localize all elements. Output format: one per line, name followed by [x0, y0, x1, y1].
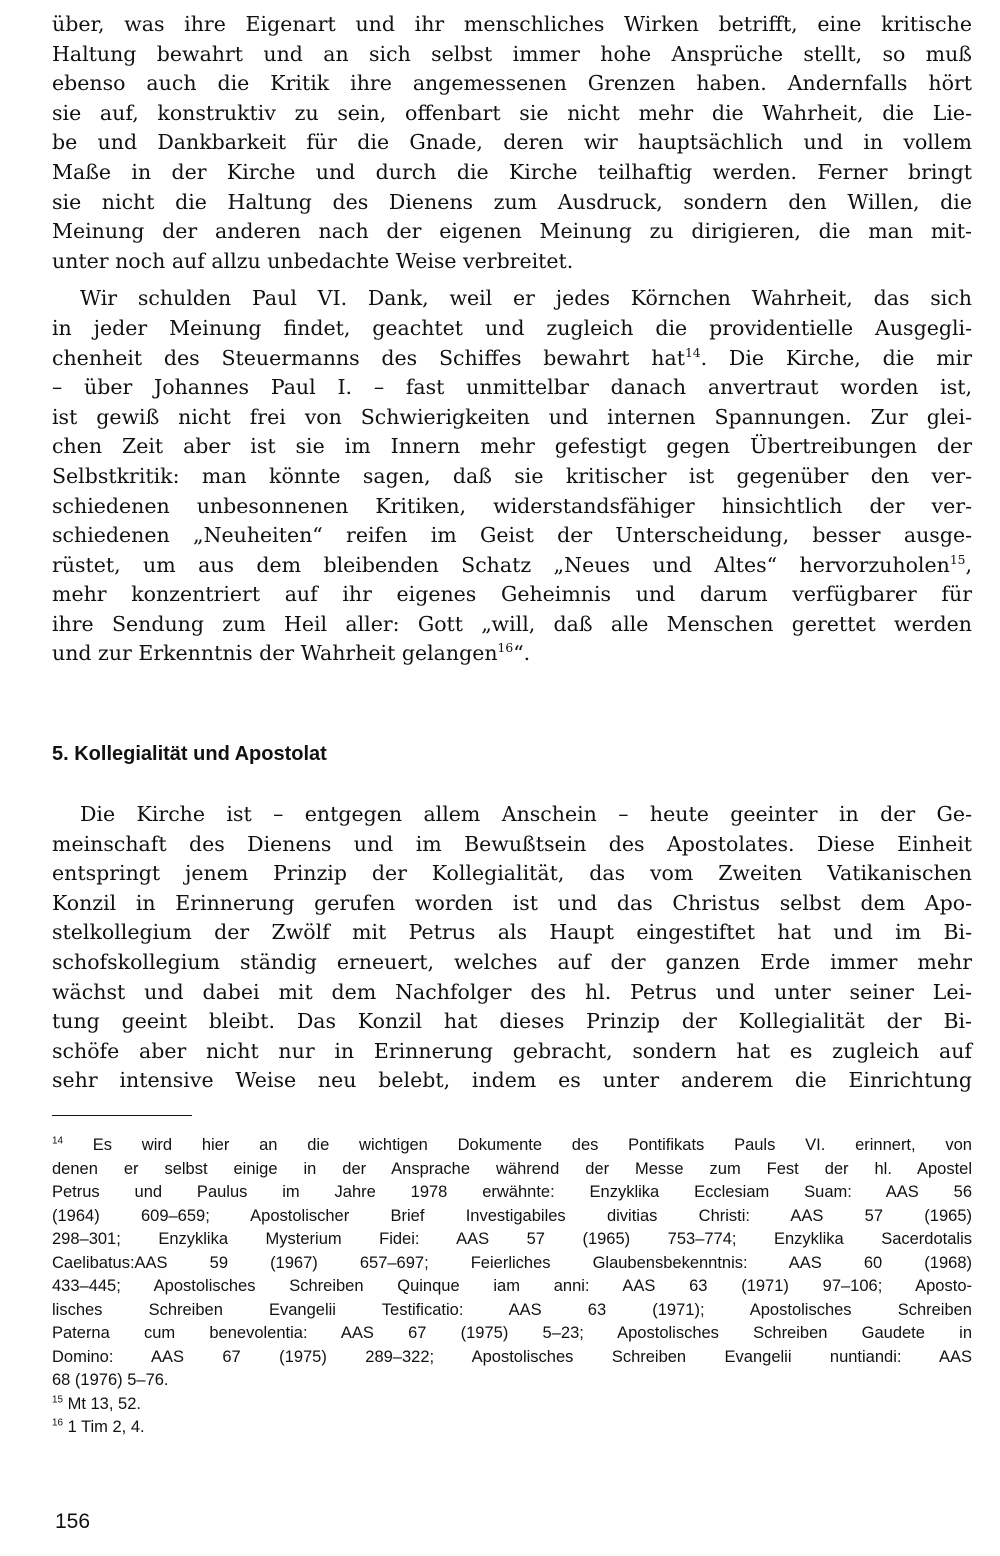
paragraph-1 [52, 10, 972, 276]
page-content [52, 10, 972, 1436]
text-line: tung geeint bleibt. Das Konzil hat dieses Prinzip der Kollegialität der Bi- [52, 1009, 972, 1034]
text-line: Haltung bewahrt und an sich selbst immer hohe Ansprüche stellt, so muß [52, 41, 972, 66]
footnotes [52, 1134, 972, 1440]
text-fragment: chenheit des Steuermanns des Schiffes bewahrt hat [52, 345, 685, 370]
footnote-line [52, 1134, 972, 1158]
text-line: entspringt jenem Prinzip der Kollegialität, das vom Zweiten Vatikanischen [52, 861, 972, 886]
text-line: sie nicht die Haltung des Dienens zum Ausdruck, sondern den Willen, die [52, 189, 972, 214]
text-line: mehr konzentriert auf ihr eigenes Geheimnis und darum verfügbarer für [52, 582, 972, 607]
footnote-line: 298–301; Enzyklika Mysterium Fidei: AAS 57 (1965) 753–774; Enzyklika Sacerdotalis [52, 1230, 972, 1248]
footnote-line: Paterna cum benevolentia: AAS 67 (1975) 5–23; Apostolisches Schreiben Gaudete in [52, 1324, 972, 1342]
text-line: schiedenen „Neuheiten“ reifen im Geist der Unterscheidung, besser ausge- [52, 523, 972, 548]
footnote-marker: 14 [52, 1135, 63, 1147]
footnote-marker: 16 [52, 1417, 63, 1429]
text-line: über, was ihre Eigenart und ihr menschliches Wirken betrifft, eine kritische [52, 12, 972, 36]
page-number: 156 [55, 1510, 91, 1533]
text-line [52, 639, 972, 669]
text-line: ist gewiß nicht frei von Schwierigkeiten und internen Spannungen. Zur glei- [52, 404, 972, 429]
text-line: Konzil in Erinnerung gerufen worden ist und das Christus selbst dem Apo- [52, 890, 972, 915]
text-line: wächst und dabei mit dem Nachfolger des hl. Petrus und unter seiner Lei- [52, 979, 972, 1004]
text-fragment: Mt 13, 52. [67, 1394, 141, 1413]
text-line: schofskollegium ständig erneuert, welches auf der ganzen Erde immer mehr [52, 949, 972, 974]
footnote-line: (1964) 609–659; Apostolischer Brief Investigabiles divitias Christi: AAS 57 (1965) [52, 1206, 972, 1225]
text-line: schöfe aber nicht nur in Erinnerung gebracht, sondern hat es zugleich auf [52, 1038, 972, 1063]
text-fragment: und zur Erkenntnis der Wahrheit gelangen [52, 641, 498, 666]
text-line: be und Dankbarkeit für die Gnade, deren wir hauptsächlich und in vollem [52, 130, 972, 155]
text-line [52, 344, 972, 374]
footnote-line: Domino: AAS 67 (1975) 289–322; Apostolisches Schreiben Evangelii nuntiandi: AAS [52, 1347, 972, 1366]
footnote-ref-14[interactable]: 14 [684, 345, 701, 360]
section-2 [52, 800, 972, 1096]
footnote-line: denen er selbst einige in der Ansprache während der Messe zum Fest der hl. Apostel [52, 1159, 972, 1178]
footnote-14 [52, 1134, 972, 1393]
footnote-15 [52, 1393, 972, 1417]
paragraph-2 [52, 284, 972, 669]
footnote-ref-16[interactable]: 16 [497, 641, 514, 656]
text-fragment: “. [513, 641, 531, 666]
text-fragment: rüstet, um aus dem bleibenden Schatz „Neues und Altes“ hervorzuholen [52, 552, 950, 577]
footnote-line: 68 (1976) 5–76. [52, 1371, 169, 1389]
text-line: stelkollegium der Zwölf mit Petrus als Haupt eingestiftet hat und im Bi- [52, 920, 972, 945]
footnote-line: Petrus und Paulus im Jahre 1978 erwähnte: Enzyklika Ecclesiam Suam: AAS 56 [52, 1183, 972, 1201]
footnote-line [52, 1393, 972, 1417]
footnote-marker: 15 [52, 1394, 63, 1405]
text-line: schiedenen unbesonnenen Kritiken, widerstandsfähiger hinsichtlich der ver- [52, 493, 972, 518]
text-fragment: , [965, 552, 972, 577]
footnote-line: Caelibatus:AAS 59 (1967) 657–697; Feierliches Glaubensbekenntnis: AAS 60 (1968) [52, 1253, 972, 1272]
footnote-ref-15[interactable]: 15 [949, 552, 966, 567]
paragraph-3 [52, 800, 972, 1096]
text-line: ebenso auch die Kritik ihre angemessenen Grenzen haben. Andernfalls hört [52, 71, 972, 96]
text-line: Maße in der Kirche und durch die Kirche teilhaftig werden. Ferner bringt [52, 159, 972, 184]
text-line: in jeder Meinung findet, geachtet und zugleich die providentielle Ausgegli- [52, 315, 972, 340]
text-line: sehr intensive Weise neu belebt, indem es unter anderem die Einrichtung [52, 1068, 972, 1093]
text-line: Selbstkritik: man könnte sagen, daß sie kritischer ist gegenüber den ver- [52, 463, 972, 488]
text-line: meinschaft des Dienens und im Bewußtsein des Apostolates. Diese Einheit [52, 831, 972, 856]
text-line: unter noch auf allzu unbedachte Weise verbreitet. [52, 248, 574, 273]
footnote-line: 433–445; Apostolisches Schreiben Quinque iam anni: AAS 63 (1971) 97–106; Aposto- [52, 1277, 972, 1295]
text-line: Meinung der anderen nach der eigenen Meinung zu dirigieren, die man mit- [52, 219, 972, 244]
text-line: Die Kirche ist – entgegen allem Anschein – heute geeinter in der Ge- [80, 802, 972, 826]
footnote-divider [52, 1115, 192, 1116]
footnote-line [52, 1416, 972, 1440]
section-heading: 5. Kollegialität und Apostolat [52, 743, 327, 765]
text-line: Wir schulden Paul VI. Dank, weil er jedes Körnchen Wahrheit, das sich [80, 286, 972, 311]
text-fragment: 1 Tim 2, 4. [67, 1418, 145, 1436]
footnote-16 [52, 1416, 972, 1440]
text-fragment: Es wird hier an die wichtigen Dokumente des Pontifikats Pauls VI. erinnert, von [92, 1136, 972, 1154]
text-line: ihre Sendung zum Heil aller: Gott „will, daß alle Menschen gerettet werden [52, 611, 972, 636]
text-line: chen Zeit aber ist sie im Innern mehr gefestigt gegen Übertreibungen der [52, 434, 972, 459]
text-line: sie auf, konstruktiv zu sein, offenbart sie nicht mehr die Wahrheit, die Lie- [52, 100, 972, 125]
footnote-line: lisches Schreiben Evangelii Testificatio: AAS 63 (1971); Apostolisches Schreiben [52, 1300, 972, 1319]
text-line: – über Johannes Paul I. – fast unmittelbar danach anvertraut worden ist, [52, 375, 972, 400]
text-fragment: . Die Kirche, die mir [700, 345, 972, 370]
text-line [52, 551, 972, 581]
